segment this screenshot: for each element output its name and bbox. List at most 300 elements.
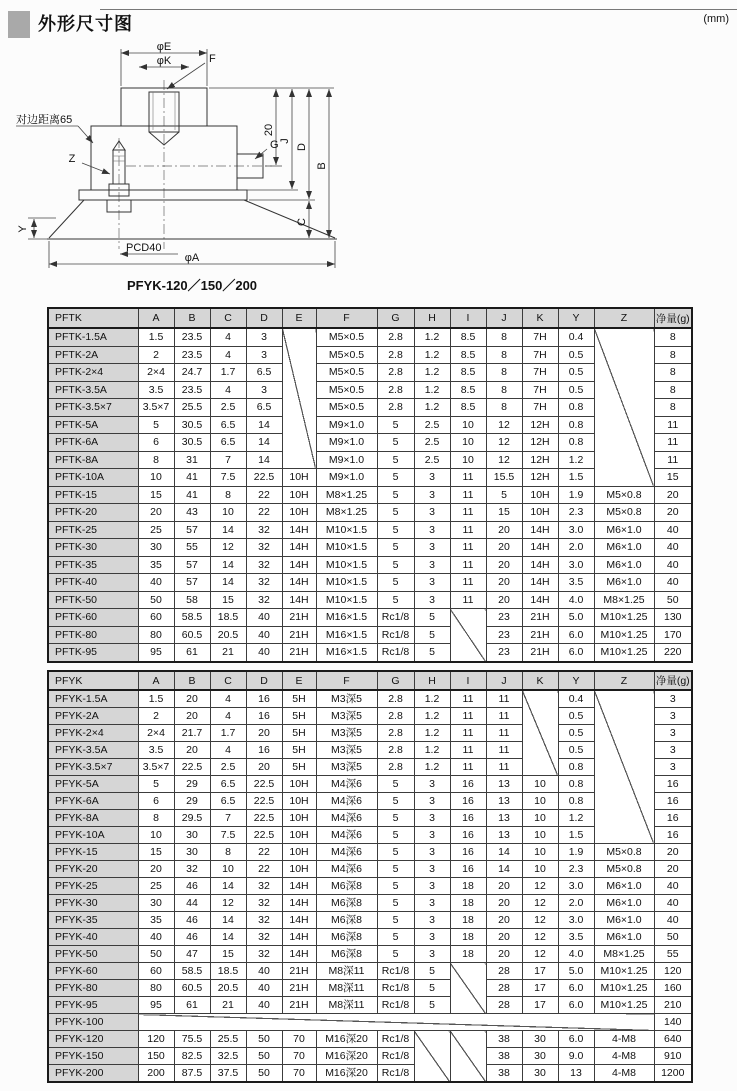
value-cell: 13 (486, 810, 522, 827)
value-cell: M4深6 (316, 844, 377, 861)
value-cell: 3 (414, 591, 450, 609)
model-cell: PFYK-60 (48, 963, 138, 980)
value-cell: 3 (414, 486, 450, 504)
value-cell: 11 (450, 725, 486, 742)
value-cell: 11 (654, 416, 692, 434)
value-cell: 1.5 (558, 827, 594, 844)
value-cell: 12 (522, 895, 558, 912)
value-cell: 40 (654, 878, 692, 895)
value-cell: 21H (282, 626, 316, 644)
value-cell: 2.8 (377, 328, 414, 346)
value-cell: 12 (486, 416, 522, 434)
value-cell: M10×1.25 (594, 980, 654, 997)
table-row (48, 861, 692, 878)
value-cell: 1.2 (414, 725, 450, 742)
model-cell: PFTK-3.5A (48, 381, 138, 399)
value-cell: 1.7 (210, 364, 246, 382)
value-cell: 10H (282, 844, 316, 861)
column-header: F (316, 671, 377, 690)
column-header: G (377, 308, 414, 328)
value-cell: 20 (246, 759, 282, 776)
value-cell: 37.5 (210, 1065, 246, 1083)
table-row (48, 556, 692, 574)
value-cell: 5 (377, 434, 414, 452)
value-cell: 30.5 (174, 434, 210, 452)
value-cell: M9×1.0 (316, 451, 377, 469)
value-cell: 0.8 (558, 416, 594, 434)
value-cell: 20 (654, 486, 692, 504)
value-cell: 20 (486, 574, 522, 592)
model-cell: PFYK-30 (48, 895, 138, 912)
value-cell: 3 (654, 708, 692, 725)
value-cell: 8 (654, 399, 692, 417)
model-cell: PFYK-2A (48, 708, 138, 725)
value-cell: 11 (450, 574, 486, 592)
value-cell: 10H (522, 504, 558, 522)
model-cell: PFTK-2×4 (48, 364, 138, 382)
pfyk-dimensions-table (47, 670, 693, 1083)
value-cell: M10×1.5 (316, 521, 377, 539)
value-cell: M6×1.0 (594, 539, 654, 557)
value-cell: M6深8 (316, 946, 377, 963)
value-cell: 18 (450, 912, 486, 929)
model-cell: PFTK-50 (48, 591, 138, 609)
value-cell: 5H (282, 708, 316, 725)
value-cell: 30 (138, 895, 174, 912)
column-header: F (316, 308, 377, 328)
value-cell: 38 (486, 1048, 522, 1065)
table-row (48, 644, 692, 662)
value-cell: M9×1.0 (316, 469, 377, 487)
cup-left-slope (49, 200, 84, 238)
model-cell: PFYK-40 (48, 929, 138, 946)
value-cell: 2.5 (210, 759, 246, 776)
value-cell: 20 (654, 844, 692, 861)
value-cell: 4 (210, 708, 246, 725)
value-cell: 11 (486, 742, 522, 759)
table-row (48, 912, 692, 929)
value-cell: 20 (486, 912, 522, 929)
value-cell: M4深6 (316, 827, 377, 844)
value-cell: 14H (282, 574, 316, 592)
value-cell: 11 (450, 521, 486, 539)
value-cell: 15.5 (486, 469, 522, 487)
value-cell: 23.5 (174, 346, 210, 364)
model-cell: PFTK-95 (48, 644, 138, 662)
value-cell: 5 (138, 776, 174, 793)
value-cell: 12 (210, 539, 246, 557)
value-cell: M4深6 (316, 776, 377, 793)
value-cell: 2.8 (377, 364, 414, 382)
dim-label-c: C (296, 218, 308, 226)
value-cell: 12 (486, 434, 522, 452)
value-cell: 5 (377, 469, 414, 487)
value-cell: M6深8 (316, 895, 377, 912)
flats-note: 对边距离65 (16, 114, 73, 126)
value-cell: 32 (246, 591, 282, 609)
table-row (48, 963, 692, 980)
value-cell: 80 (138, 980, 174, 997)
value-cell: 10 (522, 827, 558, 844)
model-cell: PFTK-5A (48, 416, 138, 434)
value-cell: 14 (210, 521, 246, 539)
pcd-label: PCD40 (126, 242, 162, 254)
value-cell: 3 (414, 793, 450, 810)
column-header: 净量(g) (654, 308, 692, 328)
value-cell: 7H (522, 328, 558, 346)
value-cell: 1.2 (414, 399, 450, 417)
value-cell: M5×0.8 (594, 504, 654, 522)
value-cell: 3.5×7 (138, 759, 174, 776)
value-cell: M5×0.5 (316, 328, 377, 346)
value-cell: 57 (174, 556, 210, 574)
diagram-caption: PFYK-120／150／200 (126, 278, 258, 293)
value-cell: M9×1.0 (316, 434, 377, 452)
value-cell: 3.0 (558, 521, 594, 539)
value-cell: 11 (654, 451, 692, 469)
value-cell: 40 (246, 644, 282, 662)
value-cell: 40 (654, 574, 692, 592)
value-cell: 5 (377, 486, 414, 504)
value-cell: 1.5 (138, 690, 174, 708)
table-row (48, 521, 692, 539)
value-cell: 3.5 (138, 381, 174, 399)
value-cell: 2.5 (414, 434, 450, 452)
value-cell: 20 (654, 861, 692, 878)
value-cell: 12 (210, 895, 246, 912)
value-cell: 10H (282, 793, 316, 810)
value-cell: 120 (138, 1031, 174, 1048)
value-cell: 14H (522, 521, 558, 539)
value-cell: 3 (414, 878, 450, 895)
value-cell: 24.7 (174, 364, 210, 382)
value-cell: 95 (138, 644, 174, 662)
value-cell: 1.2 (414, 708, 450, 725)
table-row (48, 946, 692, 963)
value-cell: 11 (450, 556, 486, 574)
value-cell: 14H (282, 946, 316, 963)
flange-outline (79, 190, 247, 200)
value-cell: 8.5 (450, 328, 486, 346)
value-cell: 5 (377, 504, 414, 522)
value-cell: 60 (138, 963, 174, 980)
value-cell: 23 (486, 626, 522, 644)
dim-label-g: G (270, 139, 279, 151)
value-cell: 12 (486, 451, 522, 469)
na-slash-cell (594, 328, 654, 486)
value-cell: 8 (138, 451, 174, 469)
value-cell: 25 (138, 521, 174, 539)
value-cell: 10 (450, 416, 486, 434)
value-cell: 22.5 (246, 793, 282, 810)
value-cell: 11 (486, 759, 522, 776)
value-cell: 15 (138, 486, 174, 504)
value-cell: 20 (486, 591, 522, 609)
value-cell: 10 (138, 827, 174, 844)
value-cell: 40 (654, 895, 692, 912)
value-cell: 32 (246, 929, 282, 946)
value-cell: 5H (282, 759, 316, 776)
table-row (48, 1031, 692, 1048)
value-cell: 23.5 (174, 328, 210, 346)
value-cell: 50 (246, 1031, 282, 1048)
value-cell: 6.5 (210, 776, 246, 793)
value-cell: 16 (246, 708, 282, 725)
value-cell: 3 (414, 912, 450, 929)
value-cell: M10×1.25 (594, 626, 654, 644)
value-cell: 3 (414, 469, 450, 487)
value-cell: 58.5 (174, 963, 210, 980)
dim-label-20: 20 (263, 123, 275, 137)
value-cell: 50 (246, 1048, 282, 1065)
value-cell: M5×0.5 (316, 381, 377, 399)
column-header: Y (558, 671, 594, 690)
value-cell: 3 (414, 861, 450, 878)
value-cell: 21H (282, 997, 316, 1014)
value-cell: 18 (450, 946, 486, 963)
value-cell: 6.0 (558, 997, 594, 1014)
value-cell: M3深5 (316, 725, 377, 742)
value-cell: M10×1.5 (316, 539, 377, 557)
value-cell: 23 (486, 609, 522, 627)
value-cell: 20 (486, 946, 522, 963)
value-cell: 8 (486, 346, 522, 364)
value-cell: 5.0 (558, 963, 594, 980)
value-cell: 6.0 (558, 980, 594, 997)
value-cell: 5H (282, 725, 316, 742)
value-cell: 40 (654, 521, 692, 539)
model-cell: PFYK-80 (48, 980, 138, 997)
value-cell: 40 (246, 609, 282, 627)
model-cell: PFYK-3.5A (48, 742, 138, 759)
column-header: I (450, 671, 486, 690)
pftk-dimensions-table (47, 307, 693, 663)
value-cell: 4 (210, 690, 246, 708)
value-cell: M10×1.25 (594, 997, 654, 1014)
value-cell: 11 (450, 708, 486, 725)
dim-label-b: B (316, 162, 328, 170)
value-cell: 7.5 (210, 827, 246, 844)
value-cell: 16 (450, 827, 486, 844)
value-cell: 18.5 (210, 609, 246, 627)
model-cell: PFYK-35 (48, 912, 138, 929)
value-cell: 1.9 (558, 486, 594, 504)
value-cell: Rc1/8 (377, 980, 414, 997)
table-row (48, 690, 692, 708)
value-cell: 1.2 (414, 346, 450, 364)
model-cell: PFYK-25 (48, 878, 138, 895)
value-cell: 22.5 (174, 759, 210, 776)
value-cell: 61 (174, 997, 210, 1014)
dim-label-z: Z (68, 153, 76, 165)
value-cell: 43 (174, 504, 210, 522)
value-cell: 5 (377, 810, 414, 827)
unit-label: (mm) (703, 13, 729, 25)
value-cell: 32.5 (210, 1048, 246, 1065)
value-cell: 41 (174, 486, 210, 504)
model-cell: PFYK-6A (48, 793, 138, 810)
value-cell: 0.8 (558, 399, 594, 417)
value-cell: 0.4 (558, 328, 594, 346)
value-cell: 7.5 (210, 469, 246, 487)
value-cell: 3 (414, 521, 450, 539)
dim-label-d: D (296, 143, 308, 151)
value-cell: M3深5 (316, 708, 377, 725)
value-cell: 4-M8 (594, 1065, 654, 1083)
value-cell: 10 (522, 776, 558, 793)
value-cell: 170 (654, 626, 692, 644)
value-cell: M16深20 (316, 1065, 377, 1083)
value-cell: 6.5 (210, 434, 246, 452)
column-header: J (486, 308, 522, 328)
value-cell: 11 (654, 434, 692, 452)
value-cell: 32 (246, 878, 282, 895)
value-cell: 12H (522, 451, 558, 469)
value-cell: 8.5 (450, 381, 486, 399)
value-cell: 35 (138, 912, 174, 929)
dim-label-j: J (279, 138, 291, 144)
value-cell: 16 (654, 810, 692, 827)
na-slash-cell (450, 609, 486, 662)
value-cell: 6.5 (210, 416, 246, 434)
value-cell: M10×1.25 (594, 644, 654, 662)
value-cell: M5×0.8 (594, 844, 654, 861)
value-cell: 3 (246, 328, 282, 346)
value-cell: M6深8 (316, 912, 377, 929)
value-cell: 15 (138, 844, 174, 861)
value-cell: 15 (654, 469, 692, 487)
value-cell: 2×4 (138, 364, 174, 382)
table-row (48, 574, 692, 592)
value-cell: 82.5 (174, 1048, 210, 1065)
value-cell: 25.5 (174, 399, 210, 417)
value-cell: 10H (522, 486, 558, 504)
value-cell: 14H (522, 539, 558, 557)
value-cell: 2.8 (377, 346, 414, 364)
value-cell: 20 (654, 504, 692, 522)
value-cell: 70 (282, 1065, 316, 1083)
value-cell: 21.7 (174, 725, 210, 742)
value-cell: 22 (246, 486, 282, 504)
value-cell: M5×0.8 (594, 861, 654, 878)
value-cell: 22 (246, 844, 282, 861)
value-cell: M5×0.8 (594, 486, 654, 504)
top-rule (100, 9, 737, 10)
value-cell: 200 (138, 1065, 174, 1083)
value-cell: 4.0 (558, 591, 594, 609)
value-cell: 1.9 (558, 844, 594, 861)
value-cell: 13 (486, 793, 522, 810)
value-cell: 18 (450, 929, 486, 946)
na-slash-cell (138, 1014, 654, 1031)
value-cell: 13 (486, 827, 522, 844)
value-cell: 47 (174, 946, 210, 963)
value-cell: 46 (174, 912, 210, 929)
column-header: A (138, 671, 174, 690)
value-cell: 70 (282, 1048, 316, 1065)
value-cell: 50 (654, 591, 692, 609)
value-cell: M16深20 (316, 1048, 377, 1065)
value-cell: 40 (246, 997, 282, 1014)
value-cell: 7H (522, 399, 558, 417)
value-cell: 14 (486, 861, 522, 878)
value-cell: 22.5 (246, 827, 282, 844)
value-cell: 5 (377, 861, 414, 878)
value-cell: M8深11 (316, 963, 377, 980)
model-cell: PFYK-3.5×7 (48, 759, 138, 776)
value-cell: 3.0 (558, 912, 594, 929)
value-cell: M8深11 (316, 997, 377, 1014)
value-cell: 1.5 (558, 469, 594, 487)
value-cell: 14 (210, 574, 246, 592)
dim-label-y: Y (17, 225, 29, 233)
model-cell: PFYK-150 (48, 1048, 138, 1065)
value-cell: 20 (486, 878, 522, 895)
value-cell: 1.2 (414, 742, 450, 759)
value-cell: 5 (377, 556, 414, 574)
value-cell: 0.8 (558, 434, 594, 452)
value-cell: 7H (522, 364, 558, 382)
model-cell: PFYK-1.5A (48, 690, 138, 708)
value-cell: M10×1.5 (316, 591, 377, 609)
value-cell: 11 (450, 591, 486, 609)
table-row (48, 1065, 692, 1083)
model-cell: PFTK-2A (48, 346, 138, 364)
value-cell: 10 (450, 451, 486, 469)
value-cell: 50 (138, 946, 174, 963)
value-cell: 20 (174, 690, 210, 708)
value-cell: 10 (210, 861, 246, 878)
value-cell: 16 (450, 844, 486, 861)
value-cell: 32 (174, 861, 210, 878)
section-marker (8, 11, 30, 38)
value-cell: 3 (414, 539, 450, 557)
value-cell: 10H (282, 504, 316, 522)
column-header: B (174, 671, 210, 690)
value-cell: 28 (486, 963, 522, 980)
table-row (48, 328, 692, 346)
value-cell: 0.8 (558, 759, 594, 776)
value-cell: 5 (414, 963, 450, 980)
column-header: K (522, 308, 558, 328)
value-cell: 57 (174, 574, 210, 592)
value-cell: 16 (654, 776, 692, 793)
value-cell: M6×1.0 (594, 521, 654, 539)
value-cell: M8×1.25 (594, 591, 654, 609)
value-cell: M4深6 (316, 793, 377, 810)
value-cell: 16 (654, 827, 692, 844)
model-cell: PFTK-40 (48, 574, 138, 592)
value-cell: 17 (522, 980, 558, 997)
value-cell: 13 (486, 776, 522, 793)
model-cell: PFYK-15 (48, 844, 138, 861)
value-cell: 80 (138, 626, 174, 644)
value-cell: 2.8 (377, 742, 414, 759)
table-row (48, 539, 692, 557)
value-cell: 10H (282, 861, 316, 878)
column-header: C (210, 671, 246, 690)
value-cell: 150 (138, 1048, 174, 1065)
value-cell: 4 (210, 328, 246, 346)
value-cell: M10×1.5 (316, 556, 377, 574)
value-cell: 38 (486, 1031, 522, 1048)
value-cell: Rc1/8 (377, 644, 414, 662)
value-cell: 4 (210, 742, 246, 759)
value-cell: 5 (377, 912, 414, 929)
value-cell: 46 (174, 878, 210, 895)
value-cell: Rc1/8 (377, 997, 414, 1014)
table-row (48, 980, 692, 997)
